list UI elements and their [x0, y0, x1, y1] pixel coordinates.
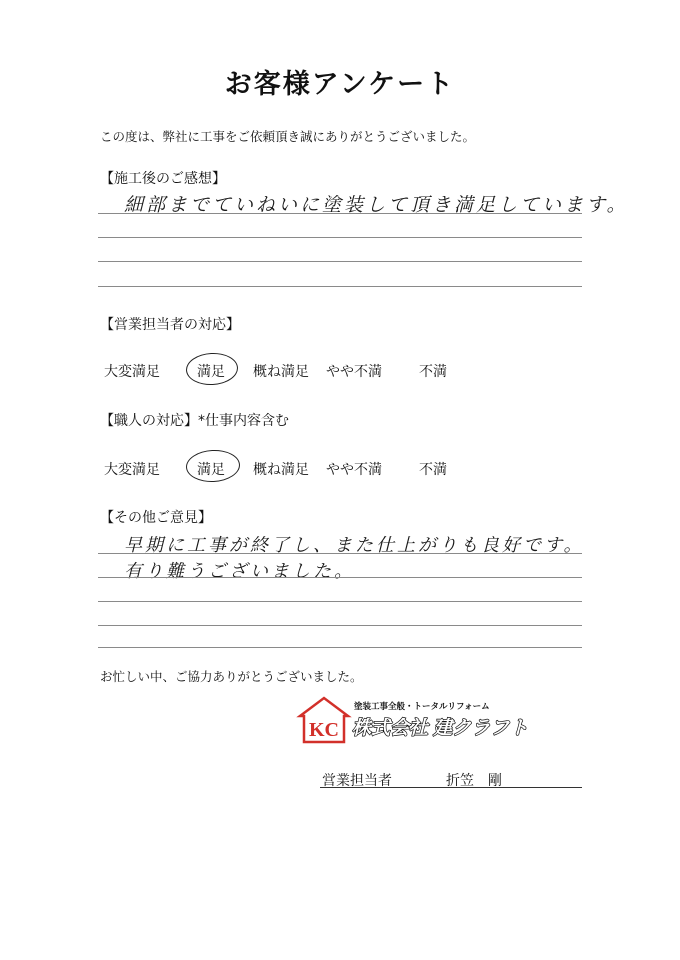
representative-name: 折笠 剛 — [446, 773, 502, 789]
other-answer-line2: 有り難うございました。 — [124, 561, 355, 582]
craftsman-option-mostly-satisfied[interactable]: 概ね満足 — [253, 462, 309, 478]
answer-line — [98, 213, 582, 214]
answer-line — [98, 647, 582, 648]
selected-circle-mark — [185, 352, 239, 387]
company-logo — [296, 694, 576, 746]
answer-line — [98, 286, 582, 287]
logo-mark: KC — [309, 719, 339, 741]
answer-line — [98, 553, 582, 554]
craftsman-option-very-satisfied[interactable]: 大変満足 — [104, 462, 160, 478]
answer-line — [98, 577, 582, 578]
page-title: お客様アンケート — [224, 69, 456, 100]
answer-line — [98, 601, 582, 602]
sales-option-very-satisfied[interactable]: 大変満足 — [104, 364, 160, 380]
other-answer-line1: 早期に工事が終了し、また仕上がりも良好です。 — [124, 535, 585, 556]
impressions-heading: 【施工後のご感想】 — [100, 171, 226, 187]
sales-rating — [0, 361, 680, 391]
logo-company-name: 株式会社 建クラフト — [352, 718, 529, 739]
craftsman-rating — [0, 459, 680, 489]
selected-circle-mark — [185, 449, 241, 484]
answer-line — [98, 625, 582, 626]
representative-label: 営業担当者 — [322, 773, 392, 789]
sales-option-mostly-satisfied[interactable]: 概ね満足 — [253, 364, 309, 380]
craftsman-option-satisfied[interactable]: 満足 — [197, 462, 225, 478]
craftsman-option-dissatisfied[interactable]: 不満 — [419, 462, 447, 478]
craftsman-heading: 【職人の対応】*仕事内容含む — [100, 413, 289, 429]
answer-line — [98, 261, 582, 262]
sales-option-somewhat-dissatisfied[interactable]: やや不満 — [326, 364, 382, 380]
house-logo-icon — [296, 694, 576, 746]
sales-heading: 【営業担当者の対応】 — [100, 317, 240, 333]
closing-text: お忙しい中、ご協力ありがとうございました。 — [100, 669, 363, 684]
intro-text: この度は、弊社に工事をご依頼頂き誠にありがとうございました。 — [100, 129, 476, 144]
signature-line — [320, 787, 582, 788]
logo-tagline: 塗装工事全般・トータルリフォーム — [354, 701, 490, 711]
craftsman-option-somewhat-dissatisfied[interactable]: やや不満 — [326, 462, 382, 478]
sales-option-dissatisfied[interactable]: 不満 — [419, 364, 447, 380]
other-heading: 【その他ご意見】 — [100, 510, 212, 526]
sales-option-satisfied[interactable]: 満足 — [197, 364, 225, 380]
impressions-answer: 細部までていねいに塗装して頂き満足しています。 — [124, 194, 629, 216]
answer-line — [98, 237, 582, 238]
